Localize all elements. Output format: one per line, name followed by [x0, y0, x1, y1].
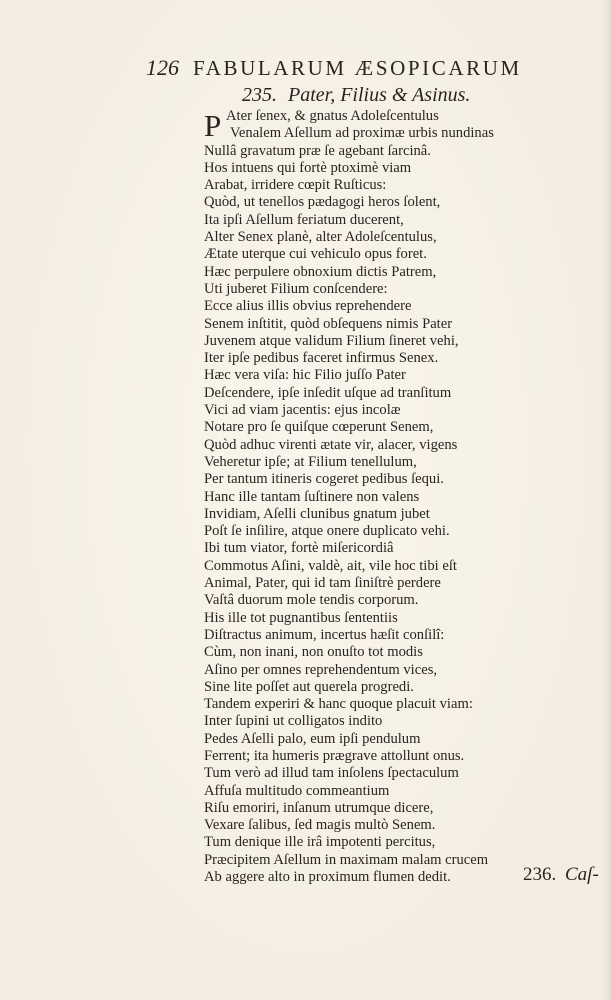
poem-line: Nullâ gravatum præ ſe agebant ſarcinâ.	[204, 142, 431, 159]
poem-line: Quòd, ut tenellos pædagogi heros ſolent,	[204, 194, 441, 211]
poem-line: Animal, Pater, qui id tam ſiniſtrè perdere	[204, 575, 441, 592]
poem-line: Commotus Aſini, valdè, ait, vile hoc tibi eſt	[204, 557, 457, 574]
poem-line: Veheretur ipſe; at Filium tenellulum,	[204, 453, 417, 470]
poem-line: Senem inſtitit, quòd obſequens nimis Pater	[204, 315, 453, 332]
catchword-word: Caſ-	[565, 864, 599, 885]
poem-line: Tum verò ad illud tam inſolens ſpectaculum	[204, 765, 459, 782]
poem-line: Ecce alius illis obvius reprehendere	[204, 298, 412, 315]
poem-line: Inter ſupini ut colligatos indito	[204, 713, 383, 730]
poem-line: Affuſa multitudo commeantium	[204, 782, 390, 799]
poem-line: Arabat, irridere cœpit Ruſticus:	[204, 177, 387, 194]
poem-line: Alter Senex planè, alter Adoleſcentulus,	[204, 229, 437, 246]
poem-text	[204, 108, 549, 886]
poem-line: Juvenem atque validum Filium ſineret vehi,	[204, 332, 459, 349]
poem-line: Ibi tum viator, fortè miſericordiâ	[204, 540, 394, 557]
poem-line: Notare pro ſe quiſque cœperunt Senem,	[204, 419, 434, 436]
page-edge-shadow	[601, 0, 611, 1000]
poem-line: Diſtractus animum, incertus hæſit conſilî:	[204, 626, 445, 643]
poem-line: Ætate uterque cui vehiculo opus foret.	[204, 246, 427, 263]
poem-line: Ab aggere alto in proximum flumen dedit.	[204, 869, 451, 886]
poem-line: Pedes Aſelli palo, eum ipſi pendulum	[204, 730, 421, 747]
poem-line: Venalem Aſellum ad proximæ urbis nundinas	[230, 125, 494, 142]
poem-line: Iter ipſe pedibus faceret infirmus Senex.	[204, 350, 439, 367]
drop-cap: P	[204, 108, 222, 143]
poem-line: Præcipitem Aſellum in maximam malam crucem	[204, 851, 489, 868]
running-title: FABULARUM ÆSOPICARUM	[193, 56, 522, 80]
catchword-number: 236.	[523, 864, 557, 885]
poem-line: Invidiam, Aſelli clunibus gnatum jubet	[204, 505, 430, 522]
poem-line: Poſt ſe inſilire, atque onere duplicato vehi.	[204, 523, 450, 540]
poem-line: Vaſtâ duorum mole tendis corporum.	[204, 592, 419, 609]
fable-number: 235.	[242, 84, 277, 106]
poem-line: Per tantum itineris cogeret pedibus ſequi.	[204, 471, 444, 488]
poem-line: Ferrent; ita humeris prægrave attollunt onus.	[204, 747, 465, 764]
first-line-text: Ater ſenex, & gnatus Adoleſcentulus	[226, 108, 439, 124]
poem-line: Vexare ſalibus, ſed magis multò Senem.	[204, 817, 436, 834]
running-head	[146, 55, 546, 81]
poem-line: Hos intuens qui fortè ptoximè viam	[204, 159, 412, 176]
poem-line: Aſino per omnes reprehendentum vices,	[204, 661, 438, 678]
poem-line: Vici ad viam jacentis: ejus incolæ	[204, 402, 401, 419]
poem-line: Sine lite poſſet aut querela progredi.	[204, 678, 414, 695]
poem-line: Uti juberet Filium conſcendere:	[204, 280, 388, 297]
fable-title: Pater, Filius & Asinus.	[288, 84, 471, 106]
poem-line: Hæc perpulere obnoxium dictis Patrem,	[204, 263, 437, 280]
poem-line: Hæc vera viſa: hic Filio juſſo Pater	[204, 367, 406, 384]
poem-line: Hanc ille tantam ſuſtinere non valens	[204, 488, 420, 505]
poem-line: Tandem experiri & hanc quoque placuit viam:	[204, 696, 473, 713]
poem-line: Quòd adhuc virenti ætate vir, alacer, vigens	[204, 436, 458, 453]
poem-line: Cùm, non inani, non onuſto tot modis	[204, 644, 423, 661]
poem-line: Deſcendere, ipſe inſedit uſque ad tranſitum	[204, 384, 452, 401]
fable-heading	[242, 84, 470, 107]
catchword	[523, 864, 599, 886]
poem-line: His ille tot pugnantibus ſententiis	[204, 609, 398, 626]
poem-line: Riſu emoriri, inſanum utrumque dicere,	[204, 799, 434, 816]
poem-line: Tum denique ille irâ impotenti percitus,	[204, 834, 436, 851]
page-number: 126	[146, 55, 179, 80]
poem-line: Ita ipſi Aſellum feriatum ducerent,	[204, 211, 404, 228]
